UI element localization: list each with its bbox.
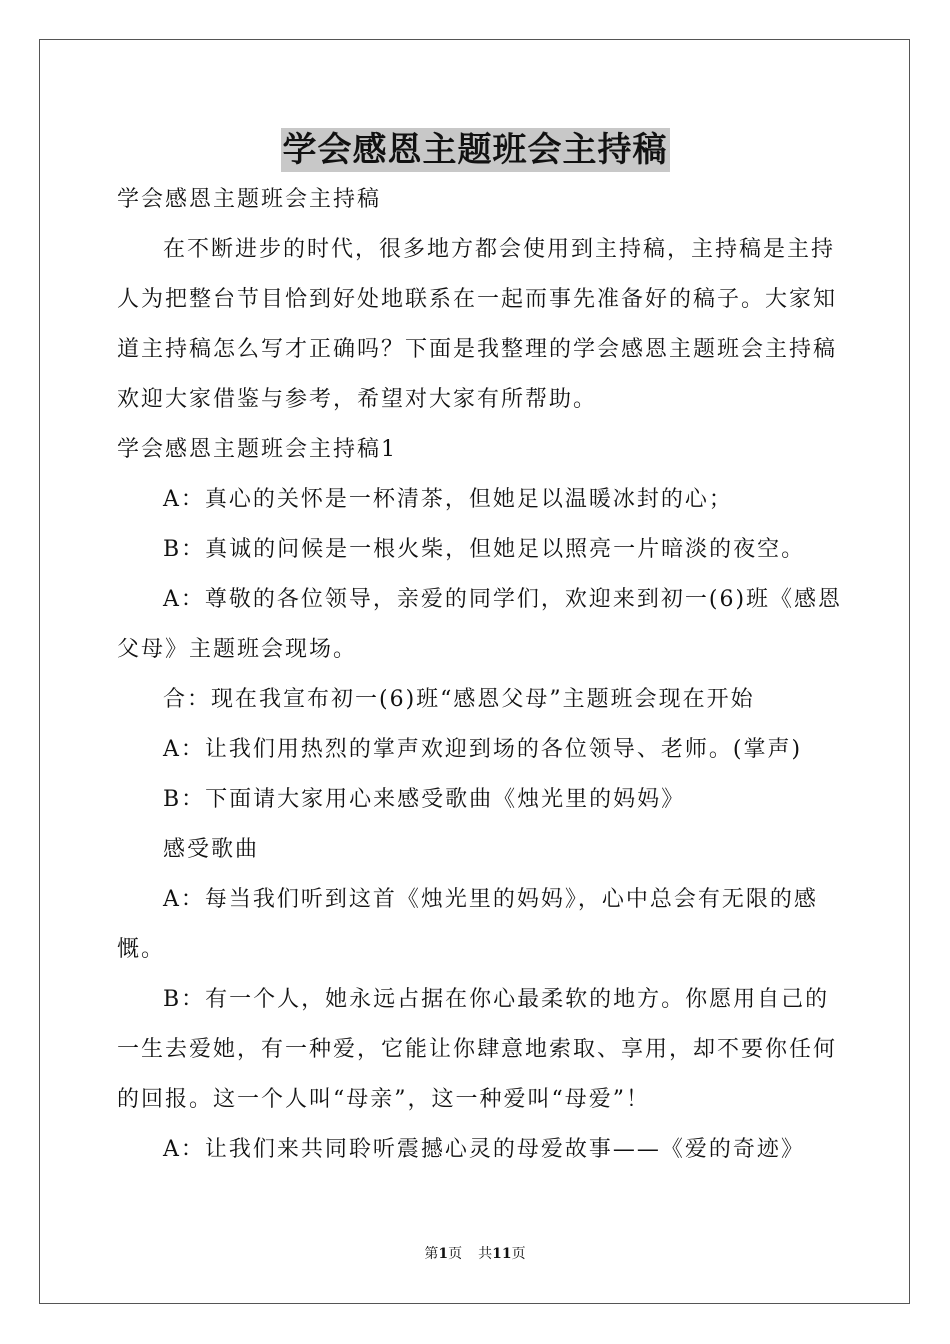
document-body bbox=[117, 175, 843, 1175]
body-line: 的回报。这一个人叫“母亲”，这一种爱叫“母爱”！ bbox=[117, 1087, 650, 1112]
body-line: B：有一个人，她永远占据在你心最柔软的地方。你愿用自己的 bbox=[163, 987, 830, 1012]
body-line: B：真诚的问候是一根火柴，但她足以照亮一片暗淡的夜空。 bbox=[163, 537, 806, 562]
body-line: 道主持稿怎么写才正确吗？下面是我整理的学会感恩主题班会主持稿 bbox=[117, 337, 838, 362]
body-line: A：让我们用热烈的掌声欢迎到场的各位领导、老师。(掌声) bbox=[163, 737, 803, 762]
body-line: B：下面请大家用心来感受歌曲《烛光里的妈妈》 bbox=[163, 787, 686, 812]
body-line: 学会感恩主题班会主持稿 bbox=[117, 187, 382, 212]
body-line: 欢迎大家借鉴与参考，希望对大家有所帮助。 bbox=[117, 387, 598, 412]
body-line: 感受歌曲 bbox=[163, 837, 260, 862]
body-line: 人为把整台节目恰到好处地联系在一起而事先准备好的稿子。大家知 bbox=[117, 287, 838, 312]
page-number: 1 bbox=[438, 1246, 449, 1262]
page-number-suffix: 页 bbox=[448, 1246, 463, 1262]
document-title: 学会感恩主题班会主持稿 bbox=[282, 130, 668, 170]
body-line: 慨。 bbox=[117, 937, 166, 962]
total-pages-suffix: 页 bbox=[511, 1246, 526, 1262]
body-line: 父母》主题班会现场。 bbox=[117, 637, 358, 662]
total-pages: 11 bbox=[492, 1246, 512, 1262]
body-line: A：每当我们听到这首《烛光里的妈妈》，心中总会有无限的感 bbox=[163, 887, 818, 912]
body-line: A：让我们来共同聆听震撼心灵的母爱故事——《爱的奇迹》 bbox=[163, 1137, 805, 1162]
title-container bbox=[0, 128, 950, 172]
body-line: 一生去爱她，有一种爱，它能让你肆意地索取、享用，却不要你任何 bbox=[117, 1037, 838, 1062]
body-line: A：尊敬的各位领导，亲爱的同学们，欢迎来到初一(6)班《感恩 bbox=[163, 587, 843, 612]
page-footer bbox=[0, 1244, 950, 1264]
total-pages-prefix: 共 bbox=[478, 1246, 493, 1262]
page-number-prefix: 第 bbox=[424, 1246, 439, 1262]
body-line: 合：现在我宣布初一(6)班“感恩父母”主题班会现在开始 bbox=[163, 687, 755, 712]
body-line: 在不断进步的时代，很多地方都会使用到主持稿，主持稿是主持 bbox=[163, 237, 836, 262]
body-line: 学会感恩主题班会主持稿1 bbox=[117, 437, 397, 462]
body-line: A：真心的关怀是一杯清茶，但她足以温暖冰封的心； bbox=[163, 487, 733, 512]
